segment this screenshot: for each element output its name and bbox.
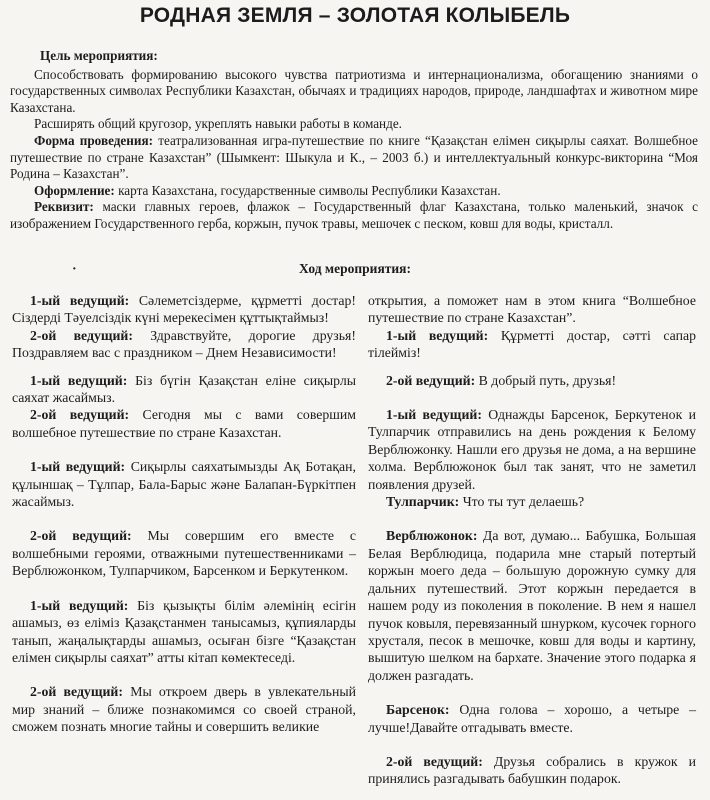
props-text: маски главных героев, флажок – Государственный флаг Казахстана, только маленький, значок с изображением Государственного герба, коржын, пучок травы, мешочек с песком, ковш для воды, кристалл.: [10, 199, 699, 231]
props-label: Реквизит:: [34, 199, 94, 215]
goal-text: Способствовать формированию высокого чувства патриотизма и интернационализма, обогащению знаниями о государственных символах Республики Казахстан, обычаях и традициях народов, природе, ландшафтах и животном мире Казахстана.: [10, 66, 698, 115]
speaker-label: Барсенок:: [386, 702, 450, 718]
dialogue-line: [12, 327, 356, 362]
line-text: Біз қызықты білім әлемінің есігін ашамыз, өз еліміз Қазақстанмен танысамыз, құпияларды танып, жаңалықтарды ашамыз, осыған бізге “Қазақстан елімен сиқырлы саяхат” атты кітап көмектеседі.: [12, 597, 356, 665]
speaker-label: 2-ой ведущий:: [386, 372, 476, 388]
dialogue-line: [368, 292, 696, 327]
speaker-label: 2-ой ведущий:: [30, 327, 133, 343]
design-label: Оформление:: [34, 182, 115, 198]
speaker-label: 2-ой ведущий:: [30, 528, 132, 544]
line-text: Біз бүгін Қазақстан еліне сиқырлы саяхат жасаймыз.: [12, 372, 357, 406]
line-text: Что ты тут делаешь?: [462, 494, 585, 510]
speaker-label: Тулпарчик:: [386, 494, 460, 510]
line-text: Одна голова – хорошо, а четыре – лучше!Давайте отгадывать вместе.: [368, 702, 696, 735]
speaker-label: 2-ой ведущий:: [30, 407, 130, 423]
dialogue-line: [12, 683, 356, 735]
form-label: Форма проведения:: [34, 132, 153, 148]
line-text: Мы откроем дверь в увлекательный мир знаний – ближе познакомимся со своей страной, сможем познать многие тайны и совершить великие: [12, 684, 356, 735]
dialogue-line: [12, 458, 356, 510]
design-text: карта Казахстана, государственные символы Республики Казахстан.: [118, 182, 501, 198]
line-text: Сәлеметсіздерме, құрметті достар! Сіздерді Тәуелсіздік күні мерекесімен құттықтаймыз!: [12, 293, 356, 326]
speaker-label: 1-ый ведущий:: [30, 293, 130, 308]
line-text: Да вот, думаю... Бабушка, Большая Белая Верблюдица, подарила мне старый потертый коржын моего деда – большую дорожную сумку для дальних путешествий. Этот коржын передается в нашем роду из поколения в поколение. В нем я нашел пучок ковыля, перевязанный шнурком, кусочек горного хрусталя, песок в мешочке, ковш для воды и картину, вышитую шелком на бархате. Значение этого подарка я должен разгадать.: [368, 528, 696, 683]
dialogue-line: [368, 753, 696, 788]
right-column: [368, 292, 696, 788]
page-title: РОДНАЯ ЗЕМЛЯ – ЗОЛОТАЯ КОЛЫБЕЛЬ: [139, 4, 571, 27]
dialogue-line: [12, 372, 356, 407]
line-text: В добрый путь, друзья!: [478, 372, 617, 388]
goal-heading: Цель мероприятия:: [40, 48, 158, 63]
left-column: [12, 292, 356, 736]
speaker-label: 1-ый ведущий:: [30, 597, 129, 613]
speaker-label: Верблюжонок:: [386, 528, 478, 544]
form-text: театрализованная игра-путешествие по книге “Қазақстан елімен сиқырлы саяхат. Волшебное путешествие по стране Казахстан” (Шымкент: Шыкула и К., – 2003 б.) и интеллектуальный конкурс-викторина “Моя Родина – Казахстан”.: [10, 132, 698, 182]
line-text: Сиқырлы саяхатымызды Ақ Ботақан, құлыншақ – Тұлпар, Бала-Барыс және Балапан-Бүркітпен жасаймыз.: [12, 459, 357, 510]
design-paragraph: [34, 183, 698, 200]
dialogue-line: [368, 406, 696, 493]
speaker-label: 2-ой ведущий:: [30, 684, 123, 700]
goal-text-2: Расширять общий кругозор, укреплять навыки работы в команде.: [34, 116, 402, 132]
course-heading: Ход мероприятия:: [299, 261, 411, 276]
dialogue-line: [368, 493, 696, 510]
stray-dot: ·: [72, 262, 77, 277]
line-text: Здравствуйте, дорогие друзья! Поздравляем вас с праздником – Днем Независимости!: [12, 327, 356, 361]
line-text: Мы совершим его вместе с волшебными героями, отважными путешественниками – Верблюжонком, Тулпарчиком, Барсенком и Беркутенком.: [12, 528, 357, 579]
line-text: открытия, а поможет нам в этом книга “Волшебное путешествие по стране Казахстан”.: [368, 293, 696, 326]
dialogue-line: [368, 327, 696, 362]
props-paragraph: [10, 199, 698, 232]
dialogue-line: [368, 372, 696, 389]
speaker-label: 1-ый ведущий:: [30, 372, 128, 388]
speaker-label: 1-ый ведущий:: [386, 407, 482, 423]
event-description: [10, 48, 699, 233]
dialogue-line: [12, 292, 356, 327]
line-text: Друзья собрались в кружок и принялись разгадывать бабушкин подарок.: [368, 753, 697, 787]
form-paragraph: [10, 133, 698, 183]
speaker-label: 1-ый ведущий:: [30, 459, 126, 475]
speaker-label: 1-ый ведущий:: [386, 327, 489, 343]
line-text: Сегодня мы с вами совершим волшебное путешествие по стране Казахстан.: [12, 407, 357, 440]
dialogue-line: [12, 406, 356, 441]
line-text: Құрметті достар, сәтті сапар тілейміз!: [368, 327, 697, 361]
dialogue-line: [12, 597, 356, 667]
dialogue-line: [12, 527, 356, 579]
line-text: Однажды Барсенок, Беркутенок и Тулпарчик отправились на день рождения к Белому Верблюжонку. Нашли его друзья не дома, а на вершине холма. Верблюжонок был так занят, что не заметил появления друзей.: [368, 407, 696, 492]
speaker-label: 2-ой ведущий:: [386, 753, 483, 769]
dialogue-line: [368, 701, 696, 736]
dialogue-line: [368, 527, 696, 684]
